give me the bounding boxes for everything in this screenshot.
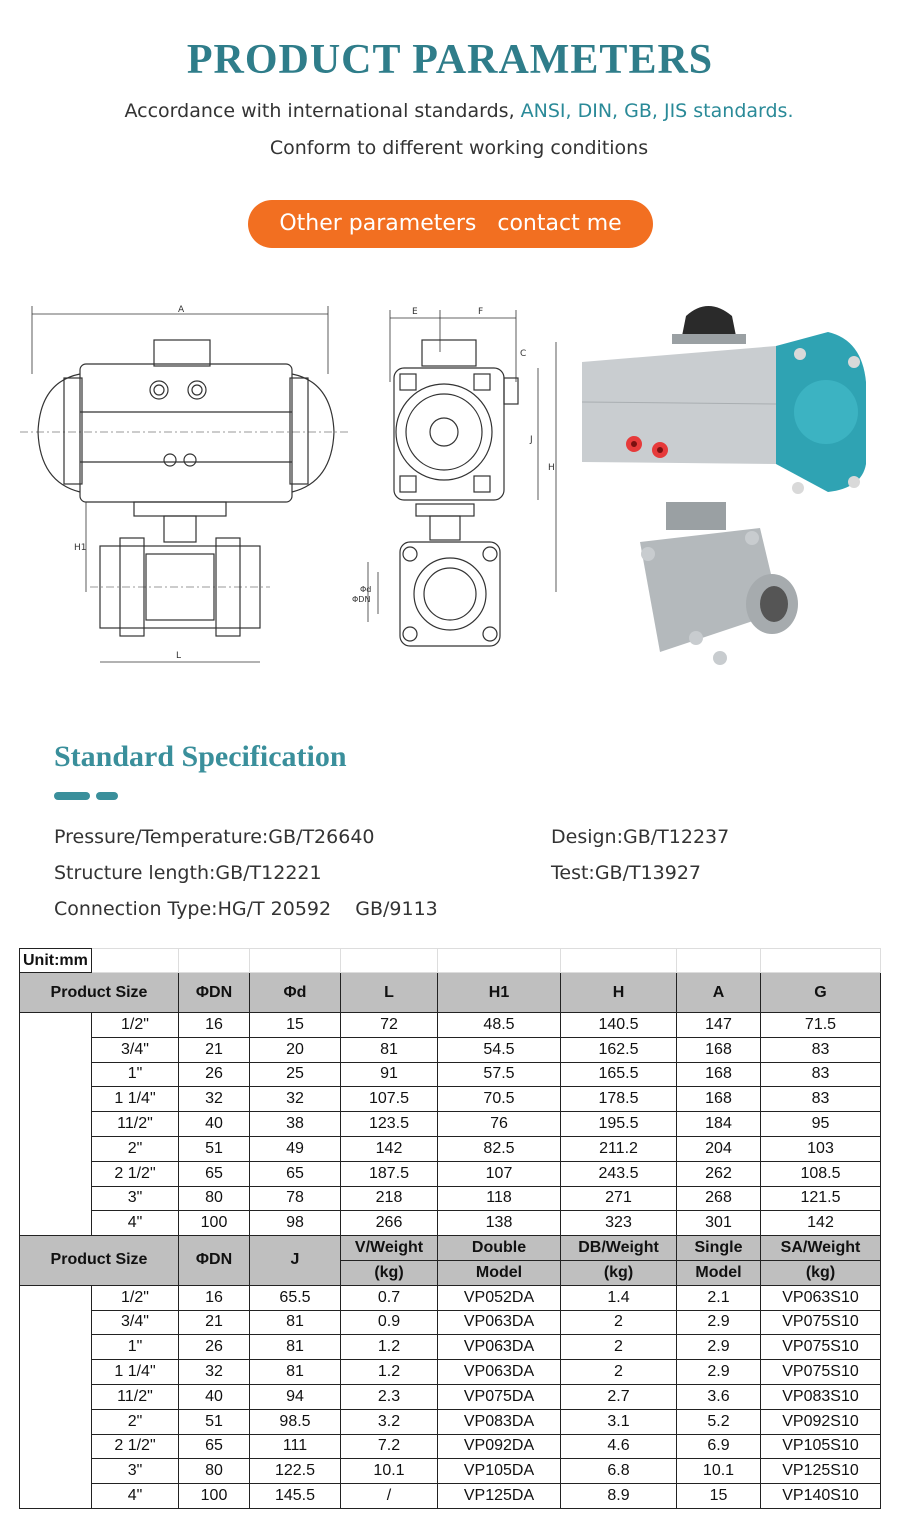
table-cell: 16	[179, 1013, 250, 1038]
table-cell: 3.2	[341, 1409, 438, 1434]
table-cell: 111	[250, 1434, 341, 1459]
table-cell: 4"	[92, 1211, 179, 1236]
table-cell: 140.5	[561, 1013, 677, 1038]
table-cell: 2	[561, 1335, 677, 1360]
table-cell: /	[341, 1484, 438, 1509]
spec-title: Standard Specification	[54, 740, 347, 773]
table-cell: 25	[250, 1062, 341, 1087]
table-cell: VP052DA	[438, 1285, 561, 1310]
table-row	[20, 1434, 881, 1459]
table-cell: 3"	[92, 1459, 179, 1484]
table-cell: 1.2	[341, 1335, 438, 1360]
table-cell: 1"	[92, 1335, 179, 1360]
header-sa-weight-unit: (kg)	[761, 1260, 881, 1285]
table-cell: 0.9	[341, 1310, 438, 1335]
header-single: Single	[677, 1236, 761, 1261]
standards-text: Accordance with international standards,	[124, 100, 521, 122]
standards-line	[0, 100, 900, 122]
spec-divider	[96, 792, 118, 800]
table-cell: 4"	[92, 1484, 179, 1509]
table-cell: 8.9	[561, 1484, 677, 1509]
spec-pressure: Pressure/Temperature:GB/T26640	[54, 826, 375, 848]
table-cell: 81	[250, 1310, 341, 1335]
dim-h1-label: H1	[74, 543, 87, 553]
table-cell: 100	[179, 1484, 250, 1509]
table-cell: 3.6	[677, 1384, 761, 1409]
table-row	[20, 1484, 881, 1509]
table-cell: VP105DA	[438, 1459, 561, 1484]
table-cell: 72	[341, 1013, 438, 1038]
table-row	[20, 1360, 881, 1385]
table-cell: 6.9	[677, 1434, 761, 1459]
table-row	[20, 1409, 881, 1434]
table-cell: 91	[341, 1062, 438, 1087]
table-cell: 2"	[92, 1409, 179, 1434]
table-cell: 4.6	[561, 1434, 677, 1459]
header-j: J	[250, 1236, 341, 1286]
table-cell: 71.5	[761, 1013, 881, 1038]
header-h1: H1	[438, 973, 561, 1013]
table-cell: 83	[761, 1062, 881, 1087]
table-cell: 11/2"	[92, 1112, 179, 1137]
table-cell: 178.5	[561, 1087, 677, 1112]
table-cell: VP063DA	[438, 1335, 561, 1360]
table-cell: 2.9	[677, 1335, 761, 1360]
dim-f-label: F	[478, 307, 484, 317]
header-l: L	[341, 973, 438, 1013]
table-cell: 2"	[92, 1136, 179, 1161]
valve-product-image	[582, 306, 866, 665]
header-v-weight: V/Weight	[341, 1236, 438, 1261]
table-cell: 168	[677, 1037, 761, 1062]
table-cell: 21	[179, 1037, 250, 1062]
table-cell: 142	[341, 1136, 438, 1161]
table-cell: VP083DA	[438, 1409, 561, 1434]
header-h: H	[561, 973, 677, 1013]
table-cell: 10.1	[677, 1459, 761, 1484]
table-cell: 184	[677, 1112, 761, 1137]
table-cell: 2.1	[677, 1285, 761, 1310]
table-cell: 2.9	[677, 1310, 761, 1335]
table-cell: 38	[250, 1112, 341, 1137]
table-cell: 98	[250, 1211, 341, 1236]
table-cell: 81	[250, 1335, 341, 1360]
table-cell: 10.1	[341, 1459, 438, 1484]
table-row	[20, 1161, 881, 1186]
table-cell: VP075S10	[761, 1360, 881, 1385]
dim-a-label: A	[178, 305, 185, 315]
table-row	[20, 1037, 881, 1062]
dim-d-label: Φd	[360, 585, 372, 594]
table-cell: VP075DA	[438, 1384, 561, 1409]
contact-button[interactable]: Other parameters contact me	[248, 200, 653, 248]
table-cell: 7.2	[341, 1434, 438, 1459]
table-cell: 49	[250, 1136, 341, 1161]
table-cell: 1 1/4"	[92, 1360, 179, 1385]
table-row	[20, 1136, 881, 1161]
table-cell: 2	[561, 1310, 677, 1335]
table-cell: 94	[250, 1384, 341, 1409]
table-cell: 268	[677, 1186, 761, 1211]
table-cell: 1.2	[341, 1360, 438, 1385]
table-row	[20, 1310, 881, 1335]
table-cell: 3/4"	[92, 1037, 179, 1062]
table-cell: VP083S10	[761, 1384, 881, 1409]
table-cell: 78	[250, 1186, 341, 1211]
dim-l-label: L	[176, 651, 182, 661]
table-cell: 123.5	[341, 1112, 438, 1137]
header-double-model: Model	[438, 1260, 561, 1285]
row-group-cell	[20, 1013, 92, 1236]
table-row	[20, 1112, 881, 1137]
header-dn: ΦDN	[179, 973, 250, 1013]
table-cell: VP075S10	[761, 1310, 881, 1335]
table-cell: 2.7	[561, 1384, 677, 1409]
table-cell: 243.5	[561, 1161, 677, 1186]
table-row	[20, 1384, 881, 1409]
table-cell: 70.5	[438, 1087, 561, 1112]
table-cell: 98.5	[250, 1409, 341, 1434]
header-a: A	[677, 973, 761, 1013]
dim-h-label: H	[548, 463, 555, 473]
table-cell: 147	[677, 1013, 761, 1038]
table-cell: 20	[250, 1037, 341, 1062]
table-cell: VP092DA	[438, 1434, 561, 1459]
table-cell: 118	[438, 1186, 561, 1211]
table-cell: 57.5	[438, 1062, 561, 1087]
header-v-weight-unit: (kg)	[341, 1260, 438, 1285]
table-cell: 81	[341, 1037, 438, 1062]
table-cell: 142	[761, 1211, 881, 1236]
table-cell: 65.5	[250, 1285, 341, 1310]
table-cell: VP075S10	[761, 1335, 881, 1360]
table-cell: 211.2	[561, 1136, 677, 1161]
table-cell: 65	[250, 1161, 341, 1186]
table-cell: 40	[179, 1384, 250, 1409]
table-cell: 2.9	[677, 1360, 761, 1385]
table-cell: 138	[438, 1211, 561, 1236]
table-cell: VP140S10	[761, 1484, 881, 1509]
dim-c-label: C	[520, 349, 527, 359]
table-cell: 121.5	[761, 1186, 881, 1211]
table-cell: 32	[179, 1360, 250, 1385]
header-d: Φd	[250, 973, 341, 1013]
table-cell: 1 1/4"	[92, 1087, 179, 1112]
table-cell: 81	[250, 1360, 341, 1385]
header-db-weight: DB/Weight	[561, 1236, 677, 1261]
table-cell: 2 1/2"	[92, 1161, 179, 1186]
table-row	[20, 1459, 881, 1484]
table-cell: 51	[179, 1136, 250, 1161]
table-cell: 80	[179, 1459, 250, 1484]
table-cell: VP125S10	[761, 1459, 881, 1484]
table-cell: 162.5	[561, 1037, 677, 1062]
table-cell: 6.8	[561, 1459, 677, 1484]
table-cell: 2 1/2"	[92, 1434, 179, 1459]
side-view-drawing	[368, 310, 556, 646]
table-cell: 108.5	[761, 1161, 881, 1186]
table-cell: 54.5	[438, 1037, 561, 1062]
front-view-drawing	[20, 306, 350, 662]
standards-highlight: ANSI, DIN, GB, JIS standards.	[520, 100, 794, 122]
unit-label: Unit:mm	[20, 949, 92, 973]
table-cell: 204	[677, 1136, 761, 1161]
table-row	[20, 1087, 881, 1112]
table-cell: 0.7	[341, 1285, 438, 1310]
valve-drawings	[20, 292, 900, 682]
table-cell: 323	[561, 1211, 677, 1236]
table-cell: 122.5	[250, 1459, 341, 1484]
table-cell: 26	[179, 1335, 250, 1360]
header-product-size: Product Size	[20, 1236, 179, 1286]
header-double: Double	[438, 1236, 561, 1261]
table-cell: 51	[179, 1409, 250, 1434]
spec-design: Design:GB/T12237	[551, 826, 730, 848]
table-cell: 83	[761, 1037, 881, 1062]
page-title: PRODUCT PARAMETERS	[186, 37, 714, 83]
table-cell: 3.1	[561, 1409, 677, 1434]
spec-connection: Connection Type:HG/T 20592 GB/9113	[54, 898, 438, 920]
table-cell: VP105S10	[761, 1434, 881, 1459]
table-row	[20, 1285, 881, 1310]
table-cell: 82.5	[438, 1136, 561, 1161]
header-g: G	[761, 973, 881, 1013]
table-cell: 40	[179, 1112, 250, 1137]
table-cell: 271	[561, 1186, 677, 1211]
table-cell: 1"	[92, 1062, 179, 1087]
table-cell: 83	[761, 1087, 881, 1112]
table-cell: 1/2"	[92, 1285, 179, 1310]
table-row	[20, 1013, 881, 1038]
table-cell: 107	[438, 1161, 561, 1186]
spec-test: Test:GB/T13927	[551, 862, 702, 884]
table-cell: 11/2"	[92, 1384, 179, 1409]
table-cell: 2	[561, 1360, 677, 1385]
table-cell: 5.2	[677, 1409, 761, 1434]
table-cell: 3"	[92, 1186, 179, 1211]
table-cell: VP125DA	[438, 1484, 561, 1509]
table-cell: 32	[250, 1087, 341, 1112]
spec-structure: Structure length:GB/T12221	[54, 862, 322, 884]
header-sa-weight: SA/Weight	[761, 1236, 881, 1261]
table-cell: 76	[438, 1112, 561, 1137]
table-cell: 165.5	[561, 1062, 677, 1087]
table-cell: 100	[179, 1211, 250, 1236]
table-cell: 2.3	[341, 1384, 438, 1409]
table-cell: 15	[677, 1484, 761, 1509]
dim-dn-label: ΦDN	[352, 595, 371, 604]
table-cell: 266	[341, 1211, 438, 1236]
table-cell: VP063DA	[438, 1310, 561, 1335]
table-cell: 168	[677, 1062, 761, 1087]
parameter-table	[19, 948, 881, 1509]
table-cell: 195.5	[561, 1112, 677, 1137]
conditions-line: Conform to different working conditions	[269, 137, 649, 159]
table-cell: 21	[179, 1310, 250, 1335]
header-db-weight-unit: (kg)	[561, 1260, 677, 1285]
table-cell: 187.5	[341, 1161, 438, 1186]
table-cell: 107.5	[341, 1087, 438, 1112]
table-row	[20, 1211, 881, 1236]
table-cell: 32	[179, 1087, 250, 1112]
table-cell: 103	[761, 1136, 881, 1161]
table-cell: VP063DA	[438, 1360, 561, 1385]
spec-divider	[54, 792, 90, 800]
header-single-model: Model	[677, 1260, 761, 1285]
table-cell: 1/2"	[92, 1013, 179, 1038]
table-cell: 65	[179, 1161, 250, 1186]
table-row	[20, 1062, 881, 1087]
table-cell: 65	[179, 1434, 250, 1459]
table-cell: 26	[179, 1062, 250, 1087]
table-cell: 145.5	[250, 1484, 341, 1509]
table-row	[20, 1335, 881, 1360]
row-group-cell	[20, 1285, 92, 1508]
dim-e-label: E	[412, 307, 418, 317]
table-cell: 95	[761, 1112, 881, 1137]
table-cell: 15	[250, 1013, 341, 1038]
header-dn: ΦDN	[179, 1236, 250, 1286]
table-cell: 1.4	[561, 1285, 677, 1310]
table-cell: VP063S10	[761, 1285, 881, 1310]
header-product-size: Product Size	[20, 973, 179, 1013]
table-cell: 168	[677, 1087, 761, 1112]
table-cell: 16	[179, 1285, 250, 1310]
table-cell: 301	[677, 1211, 761, 1236]
table-cell: 262	[677, 1161, 761, 1186]
dim-j-label: J	[530, 435, 533, 445]
table-cell: 80	[179, 1186, 250, 1211]
table-cell: 3/4"	[92, 1310, 179, 1335]
table-cell: 218	[341, 1186, 438, 1211]
table-cell: VP092S10	[761, 1409, 881, 1434]
table-cell: 48.5	[438, 1013, 561, 1038]
table-row	[20, 1186, 881, 1211]
